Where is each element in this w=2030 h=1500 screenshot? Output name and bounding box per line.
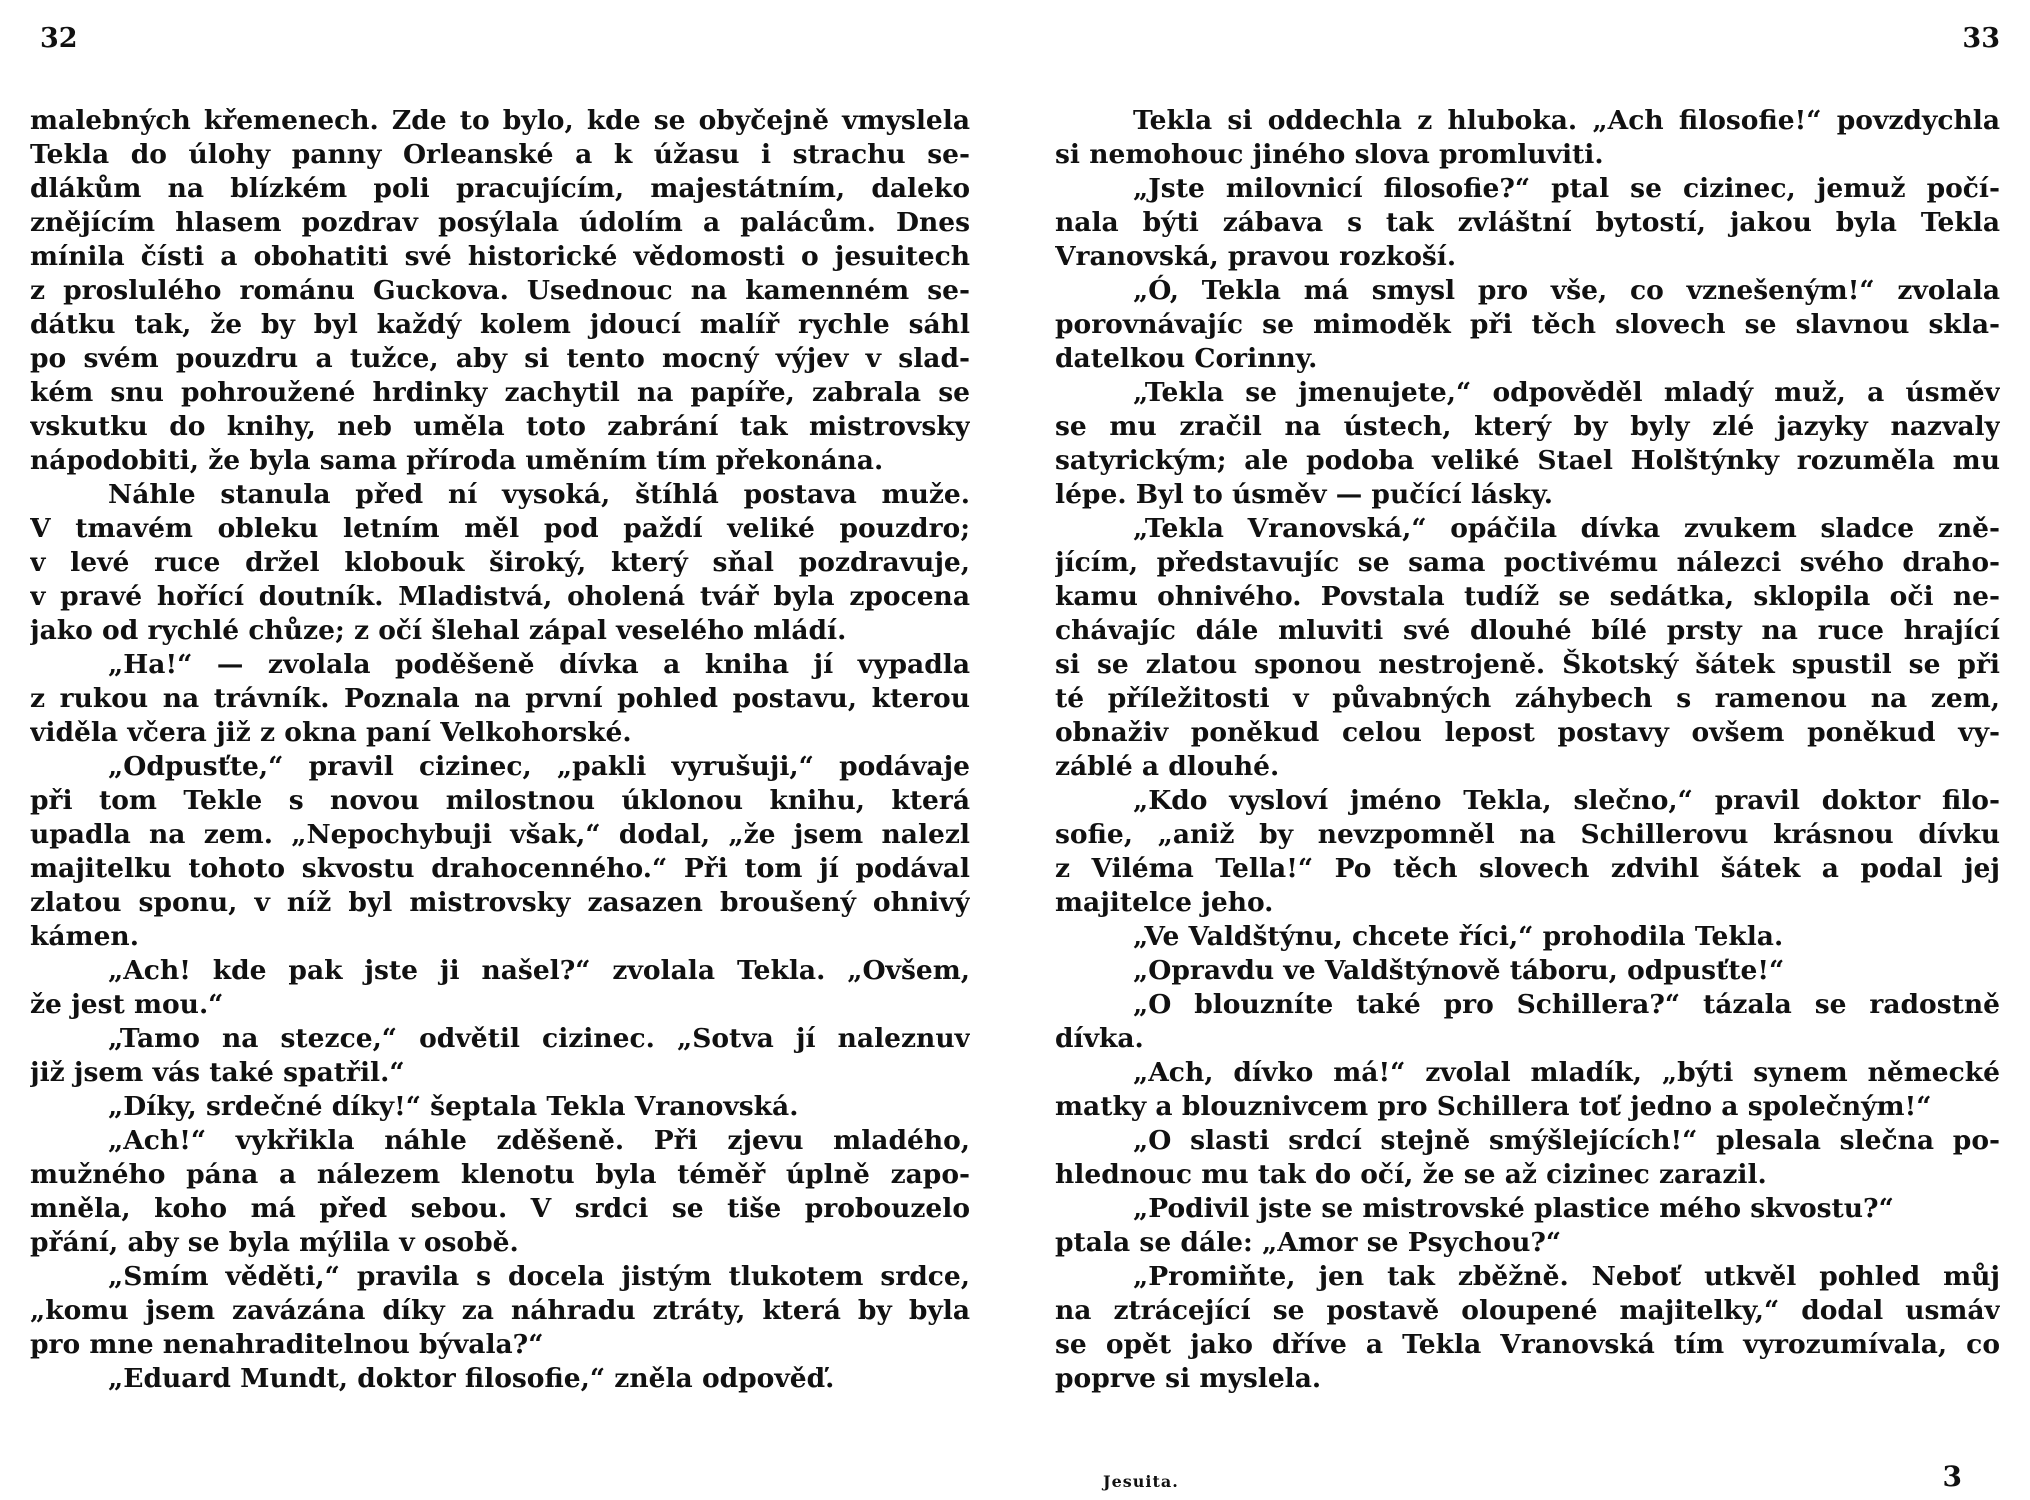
text-line: datelkou Corinny. [1055, 343, 1318, 374]
text-line: „Tekla Vranovská,“ opáčila dívka zvukem sladce zně- [1133, 513, 2000, 544]
text-line: v levé ruce držel klobouk široký, který sňal pozdravuje, [30, 547, 970, 578]
text-line: „Ha!“ — zvolala poděšeně dívka a kniha jí vypadla [108, 649, 970, 680]
text-line: si nemohouc jiného slova promluviti. [1055, 139, 1604, 170]
left-page [0, 0, 1000, 1500]
text-line: nápodobiti, že byla sama příroda uměním tím překonána. [30, 445, 884, 476]
text-line: „O blouzníte také pro Schillera?“ tázala se radostně [1133, 989, 2000, 1020]
text-line: „Eduard Mundt, doktor filosofie,“ zněla odpověď. [108, 1363, 835, 1394]
text-line: pro mne nenahraditelnou bývala?“ [30, 1329, 544, 1360]
text-line: kamu ohnivého. Povstala tudíž se sedátka, sklopila oči ne- [1055, 581, 2000, 612]
right-page [1015, 0, 2030, 1500]
text-line: viděla včera již z okna paní Velkohorské. [30, 717, 632, 748]
text-line: poprve si myslela. [1055, 1363, 1322, 1394]
text-line: mínila čísti a obohatiti své historické vědomosti o jesuitech [30, 241, 970, 272]
text-line: dátku tak, že by byl každý kolem jdoucí malíř rychle sáhl [30, 309, 970, 340]
text-line: „Ach! kde pak jste ji našel?“ zvolala Tekla. „Ovšem, [108, 955, 970, 986]
text-line: se opět jako dříve a Tekla Vranovská tím vyrozumívala, co [1055, 1329, 2000, 1360]
signature-mark: Jesuita. [1103, 1472, 1179, 1491]
text-line: jícím, představujíc se sama poctivému nálezci svého draho- [1055, 547, 2000, 578]
text-line: té příležitosti v půvabných záhybech s ramenou na zem, [1055, 683, 2000, 714]
text-line: že jest mou.“ [30, 989, 224, 1020]
left-page-number: 32 [40, 23, 78, 54]
text-line: kém snu pohroužené hrdinky zachytil na papíře, zabrala se [30, 377, 970, 408]
text-line: mněla, koho má před sebou. V srdci se tiše probouzelo [30, 1193, 970, 1224]
text-line: malebných křemenech. Zde to bylo, kde se obyčejně vmyslela [30, 105, 970, 136]
text-line: záblé a dlouhé. [1055, 751, 1280, 782]
text-line: matky a blouznivcem pro Schillera toť jedno a společným!“ [1055, 1091, 1932, 1122]
text-line: dlákům na blízkém poli pracujícím, majestátním, daleko [30, 173, 970, 204]
text-line: sofie, „aniž by nevzpomněl na Schillerovu krásnou dívku [1055, 819, 2000, 850]
text-line: „Ach!“ vykřikla náhle zděšeně. Při zjevu mladého, [108, 1125, 970, 1156]
text-line: „Opravdu ve Valdštýnově táboru, odpusťte!“ [1133, 955, 1785, 986]
text-line: obnaživ poněkud celou lepost postavy ovšem poněkud vy- [1055, 717, 2000, 748]
text-line: lépe. Byl to úsměv — pučící lásky. [1055, 479, 1553, 510]
text-line: „Tamo na stezce,“ odvětil cizinec. „Sotva jí naleznuv [108, 1023, 970, 1054]
text-line: upadla na zem. „Nepochybuji však,“ dodal, „že jsem nalezl [30, 819, 970, 850]
text-line: nala býti zábava s tak zvláštní bytostí, jakou byla Tekla [1055, 207, 2000, 238]
text-line: hlednouc mu tak do očí, že se až cizinec zarazil. [1055, 1159, 1767, 1190]
text-line: kámen. [30, 921, 139, 952]
text-line: přání, aby se byla mýlila v osobě. [30, 1227, 519, 1258]
text-line: z rukou na trávník. Poznala na první pohled postavu, kterou [30, 683, 970, 714]
text-line: jako od rychlé chůze; z očí šlehal zápal veselého mládí. [30, 615, 847, 646]
text-line: Náhle stanula před ní vysoká, štíhlá postava muže. [108, 479, 970, 510]
text-line: se mu zračil na ústech, který by byly zlé jazyky nazvaly [1055, 411, 2000, 442]
text-line: porovnávajíc se mimoděk při těch slovech se slavnou skla- [1055, 309, 2000, 340]
text-line: si se zlatou sponou nestrojeně. Škotský šátek spustil se při [1055, 649, 2000, 680]
text-line: v pravé hořící doutník. Mladistvá, oholená tvář byla zpocena [30, 581, 970, 612]
text-line: zlatou sponu, v níž byl mistrovsky zasazen broušený ohnivý [30, 887, 970, 918]
text-line: majitelce jeho. [1055, 887, 1274, 918]
text-line: „Jste milovnicí filosofie?“ ptal se cizinec, jemuž počí- [1133, 173, 2000, 204]
text-line: satyrickým; ale podoba veliké Stael Holštýnky rozuměla mu [1055, 445, 2000, 476]
right-page-text [1055, 104, 2000, 1396]
text-line: z proslulého románu Guckova. Usednouc na kamenném se- [30, 275, 970, 306]
text-line: „Ó, Tekla má smysl pro vše, co vznešeným!“ zvolala [1133, 275, 2000, 306]
text-line: majitelku tohoto skvostu drahocenného.“ Při tom jí podával [30, 853, 970, 884]
text-line: „Tekla se jmenujete,“ odpověděl mladý muž, a úsměv [1133, 377, 2000, 408]
text-line: V tmavém obleku letním měl pod paždí veliké pouzdro; [30, 513, 970, 544]
text-line: chávajíc dále mluviti své dlouhé bílé prsty na ruce hrající [1055, 615, 2000, 646]
sheet-number: 3 [1942, 1460, 1962, 1493]
text-line: „Díky, srdečné díky!“ šeptala Tekla Vranovská. [108, 1091, 799, 1122]
text-line: „Podivil jste se mistrovské plastice mého skvostu?“ [1133, 1193, 1894, 1224]
text-line: vskutku do knihy, neb uměla toto zabrání tak mistrovsky [30, 411, 970, 442]
text-line: Tekla si oddechla z hluboka. „Ach filosofie!“ povzdychla [1133, 105, 2000, 136]
left-page-text [30, 104, 970, 1396]
right-page-number: 33 [1962, 23, 2000, 54]
text-line: z Viléma Tella!“ Po těch slovech zdvihl šátek a podal jej [1055, 853, 2000, 884]
text-line: „Ve Valdštýnu, chcete říci,“ prohodila Tekla. [1133, 921, 1784, 952]
text-line: Tekla do úlohy panny Orleanské a k úžasu i strachu se- [30, 139, 970, 170]
text-line: při tom Tekle s novou milostnou úklonou knihu, která [30, 785, 970, 816]
text-line: „Odpusťte,“ pravil cizinec, „pakli vyrušuji,“ podávaje [108, 751, 970, 782]
text-line: mužného pána a nálezem klenotu byla téměř úplně zapo- [30, 1159, 970, 1190]
text-line: „komu jsem zavázána díky za náhradu ztráty, která by byla [30, 1295, 970, 1326]
text-line: „Ach, dívko má!“ zvolal mladík, „býti synem německé [1133, 1057, 2000, 1088]
text-line: „Promiňte, jen tak zběžně. Neboť utkvěl pohled můj [1133, 1261, 2000, 1292]
text-line: již jsem vás také spatřil.“ [30, 1057, 405, 1088]
text-line: na ztrácející se postavě oloupené majitelky,“ dodal usmáv [1055, 1295, 2000, 1326]
text-line: „Kdo vysloví jméno Tekla, slečno,“ pravil doktor filo- [1133, 785, 2000, 816]
text-line: Vranovská, pravou rozkoší. [1055, 241, 1457, 272]
text-line: dívka. [1055, 1023, 1144, 1054]
text-line: ptala se dále: „Amor se Psychou?“ [1055, 1227, 1562, 1258]
text-line: „Smím věděti,“ pravila s docela jistým tlukotem srdce, [108, 1261, 970, 1292]
text-line: znějícím hlasem pozdrav posýlala údolím a palácům. Dnes [30, 207, 970, 238]
text-line: „O slasti srdcí stejně smýšlejících!“ plesala slečna po- [1133, 1125, 2000, 1156]
text-line: po svém pouzdru a tužce, aby si tento mocný výjev v slad- [30, 343, 970, 374]
